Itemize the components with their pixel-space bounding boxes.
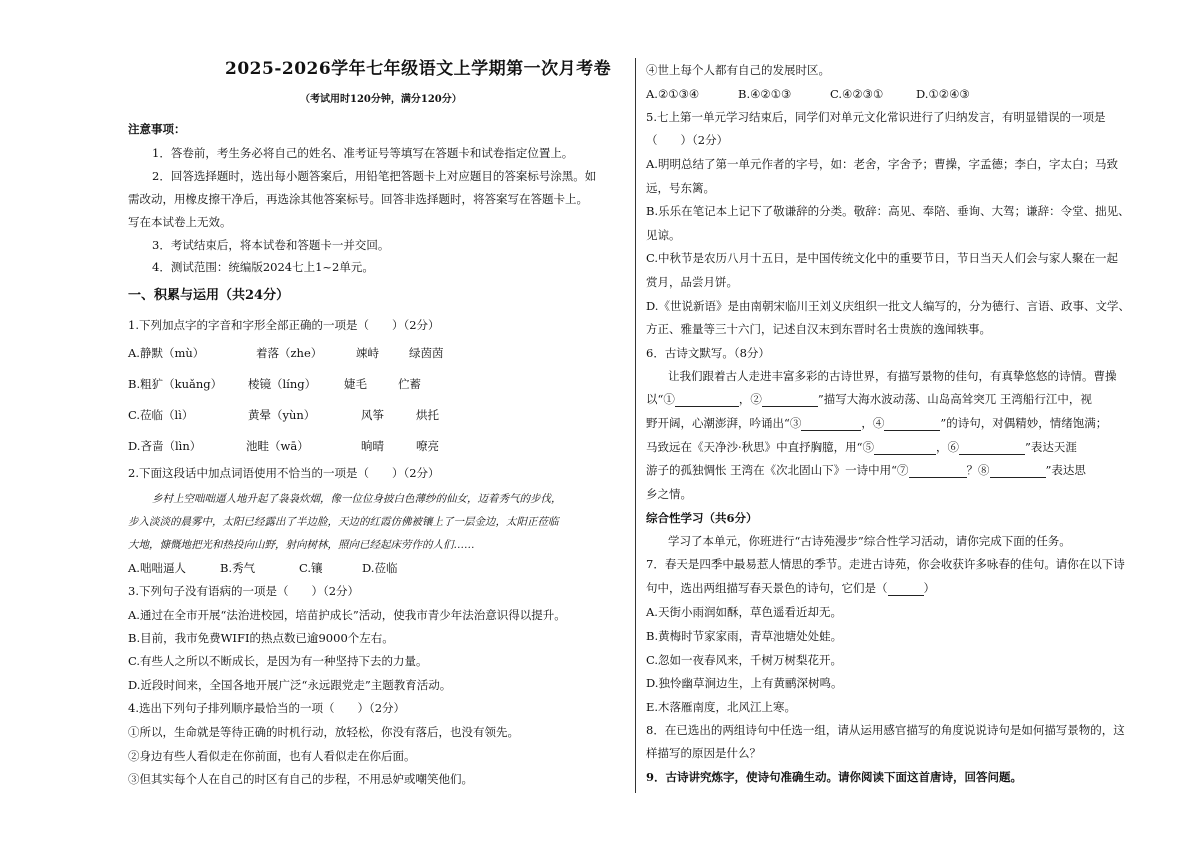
question-9: 9．古诗讲究炼字，使诗句准确生动。请你阅读下面这首唐诗，回答问题。: [646, 770, 1022, 784]
exam-title: 2025-2026学年七年级语文上学期第一次月考卷: [225, 59, 612, 79]
answer-blank-7[interactable]: [909, 464, 967, 478]
q6-text: 让我们跟着古人走进丰富多彩的古诗世界，有描写景物的佳句，有真挚悠悠的诗情。曹操: [668, 369, 1117, 383]
q1-option-d-4: 嘹亮: [416, 439, 439, 453]
notice-line: 3．考试结束后，将本试卷和答题卡一并交回。: [152, 238, 390, 252]
section-heading: 一、积累与运用（共24分）: [128, 288, 290, 303]
q5-option-line: 远，号东篱。: [646, 181, 715, 195]
notice-line: 需改动，用橡皮擦干净后，再选涂其他答案标号。回答非选择题时，将答案写在答题卡上。: [128, 192, 588, 206]
q1-option-b: B.粗犷（kuǎng）: [128, 377, 223, 391]
q7-option-a: A.天街小雨润如酥，草色遥看近却无。: [646, 605, 842, 619]
column-divider: [635, 58, 636, 793]
notice-line: 2．回答选择题时，选出每小题答案后，用铅笔把答题卡上对应题目的答案标号涂黑。如: [152, 169, 597, 183]
answer-blank-q7[interactable]: [888, 582, 924, 596]
q7-option-d: D.独怜幽草涧边生，上有黄鹂深树鸣。: [646, 676, 843, 690]
q6-text-part: ，⑥: [936, 440, 960, 454]
q1-option-b-3: 婕毛: [344, 377, 367, 391]
q1-option-c-3: 风筝: [361, 408, 384, 422]
q6-text-part: 野开阔，心潮澎湃，吟诵出“③: [646, 416, 802, 430]
q1-option-b-2: 棱镜（líng）: [248, 377, 317, 391]
q6-text: [646, 439, 1077, 455]
q6-text-part: ”表达思: [1045, 463, 1086, 477]
q7-option-e: E.木落雁南度，北风江上寒。: [646, 700, 797, 714]
q7-option-b: B.黄梅时节家家雨，青草池塘处处蛙。: [646, 629, 843, 643]
question-5: 5.七上第一单元学习结束后，同学们对单元文化常识进行了归纳发言，有明显错误的一项是: [646, 110, 1106, 124]
q6-text: [646, 462, 1086, 478]
q2-option-c: C.镶: [299, 561, 323, 575]
q1-option-a-4: 绿茵茵: [409, 346, 444, 360]
question-7-line: [646, 580, 935, 596]
section-intro: 学习了本单元，你班进行“古诗苑漫步”综合性学习活动，请你完成下面的任务。: [668, 534, 1071, 548]
q1-option-d-2: 池畦（wā）: [246, 439, 309, 453]
q2-option-d: D.莅临: [362, 561, 398, 575]
q5-option-line: A.明明总结了第一单元作者的字号，如：老舍，字舍予；曹操，字孟德；李白，字太白；马致: [646, 157, 1118, 171]
q6-text: 乡之情。: [646, 487, 692, 501]
q5-option-line: C.中秋节是农历八月十五日，是中国传统文化中的重要节日，节日当天人们会与家人聚在一起: [646, 251, 1119, 265]
q6-text-part: 游子的孤独惆怅 王湾在《次北固山下》一诗中用“⑦: [646, 463, 909, 477]
q1-option-b-4: 伫蓄: [398, 377, 421, 391]
q4-item: ④世上每个人都有自己的发展时区。: [646, 63, 830, 77]
q1-option-c-2: 黄晕（yùn）: [248, 408, 316, 422]
q6-text-part: 马致远在《天净沙·秋思》中直抒胸臆，用“⑤: [646, 440, 875, 454]
q5-option-line: 见谅。: [646, 228, 681, 242]
q2-option-b: B.秀气: [220, 561, 256, 575]
q6-text-part: ”描写大海水波动荡、山岛高耸突兀 王湾船行江中，视: [817, 392, 1092, 406]
question-7: 7．春天是四季中最易惹人情思的季节。走进古诗苑，你会收获许多咏春的佳句。请你在以下诗: [646, 557, 1125, 571]
question-8-line: 样描写的原因是什么？: [646, 746, 761, 760]
q7-text-part: ）: [923, 581, 935, 595]
q1-option-c: C.莅临（lì）: [128, 408, 194, 422]
q6-text-part: ”的诗句，对偶精妙，情绪饱满；: [940, 416, 1108, 430]
q5-option-line: 赏月，品尝月饼。: [646, 275, 738, 289]
q2-passage-line: 步入淡淡的晨雾中，太阳已经露出了半边脸，天边的红霞仿佛被镶上了一层金边，太阳正莅临: [128, 516, 559, 528]
q6-text: [646, 391, 1092, 407]
q5-option-line: D.《世说新语》是由南朝宋临川王刘义庆组织一批文人编写的，分为德行、言语、政事、文学、: [646, 299, 1130, 313]
question-3: 3.下列句子没有语病的一项是（ ）（2分）: [128, 584, 360, 598]
q2-option-a: A.咄咄逼人: [128, 561, 186, 575]
q1-option-a: A.静默（mù）: [128, 346, 205, 360]
exam-subtitle: （考试用时120分钟，满分120分）: [300, 94, 462, 105]
question-8: 8．在已选出的两组诗句中任选一组，请从运用感官描写的角度说说诗句是如何描写景物的，这: [646, 723, 1125, 737]
q6-text-part: ，④: [861, 416, 885, 430]
q3-option-c: C.有些人之所以不断成长，是因为有一种坚持下去的力量。: [128, 654, 428, 668]
q1-option-d-3: 晌晴: [361, 439, 384, 453]
q6-text: [646, 415, 1107, 431]
q1-option-c-4: 烘托: [416, 408, 439, 422]
question-4: 4.选出下列句子排列顺序最恰当的一项（ ）（2分）: [128, 701, 406, 715]
q4-option-c: C.④②③①: [830, 87, 884, 101]
notice-line: 写在本试卷上无效。: [128, 215, 232, 229]
q4-item: ②身边有些人看似走在你前面，也有人看似走在你后面。: [128, 749, 416, 763]
q1-option-d: D.吝啬（lìn）: [128, 439, 202, 453]
q1-option-a-3: 竦峙: [356, 346, 379, 360]
answer-blank-4[interactable]: [884, 417, 940, 431]
q4-option-a: A.②①③④: [646, 87, 700, 101]
q4-item: ③但其实每个人在自己的时区有自己的步程，不用忌妒或嘲笑他们。: [128, 772, 473, 786]
q3-option-d: D.近段时间来，全国各地开展广泛“永远跟党走”主题教育活动。: [128, 678, 452, 692]
q4-option-b: B.④②①③: [738, 87, 792, 101]
q3-option-a: A.通过在全市开展“法治进校园，培苗护成长”活动，使我市青少年法治意识得以提升。: [128, 608, 566, 622]
q1-option-a-2: 着落（zhe）: [256, 346, 323, 360]
q4-item: ①所以，生命就是等待正确的时机行动，放轻松，你没有落后，也没有领先。: [128, 725, 519, 739]
q6-text-part: ”表达天涯: [1025, 440, 1077, 454]
notice-line: 4．测试范围：统编版2024七上1~2单元。: [152, 260, 374, 274]
q5-option-line: B.乐乐在笔记本上记下了敬谦辞的分类。敬辞：高见、奉陪、垂询、大驾；谦辞：令堂、拙见、: [646, 204, 1130, 218]
question-2: 2.下面这段话中加点词语使用不恰当的一项是（ ）（2分）: [128, 466, 440, 480]
notice-line: 1．答卷前，考生务必将自己的姓名、准考证号等填写在答题卡和试卷指定位置上。: [152, 146, 574, 160]
q5-option-line: 方正、雅量等三十六门，记述自汉末到东晋时名士贵族的逸闻轶事。: [646, 322, 991, 336]
q3-option-b: B.目前，我市免费WIFI的热点数已逾9000个左右。: [128, 631, 394, 645]
question-5-score: （ ）（2分）: [646, 133, 729, 147]
answer-blank-5[interactable]: [874, 441, 936, 455]
q6-text-part: ，②: [738, 392, 762, 406]
notice-heading: 注意事项：: [128, 122, 186, 136]
section-heading: 综合性学习（共6分）: [646, 511, 758, 525]
question-1: 1.下列加点字的字音和字形全部正确的一项是（ ）（2分）: [128, 318, 440, 332]
answer-blank-2[interactable]: [762, 393, 818, 407]
q7-text-part: 句中，选出两组描写春天景色的诗句，它们是（: [646, 581, 888, 595]
q7-option-c: C.忽如一夜春风来，千树万树梨花开。: [646, 653, 843, 667]
question-6: 6．古诗文默写。（8分）: [646, 346, 770, 360]
answer-blank-6[interactable]: [959, 441, 1025, 455]
answer-blank-8[interactable]: [990, 464, 1046, 478]
answer-blank-1[interactable]: [675, 393, 739, 407]
q2-passage-line: 乡村上空咄咄逼人地升起了袅袅炊烟，像一位位身披白色薄纱的仙女，迈着秀气的步伐，: [152, 493, 562, 505]
q4-option-d: D.①②④③: [916, 87, 970, 101]
q6-text-part: 以“①: [646, 392, 675, 406]
q6-text-part: ？⑧: [966, 463, 990, 477]
answer-blank-3[interactable]: [801, 417, 861, 431]
q2-passage-line: 大地，慷慨地把光和热投向山野，射向树林，照向已经起床劳作的人们……: [128, 539, 475, 551]
